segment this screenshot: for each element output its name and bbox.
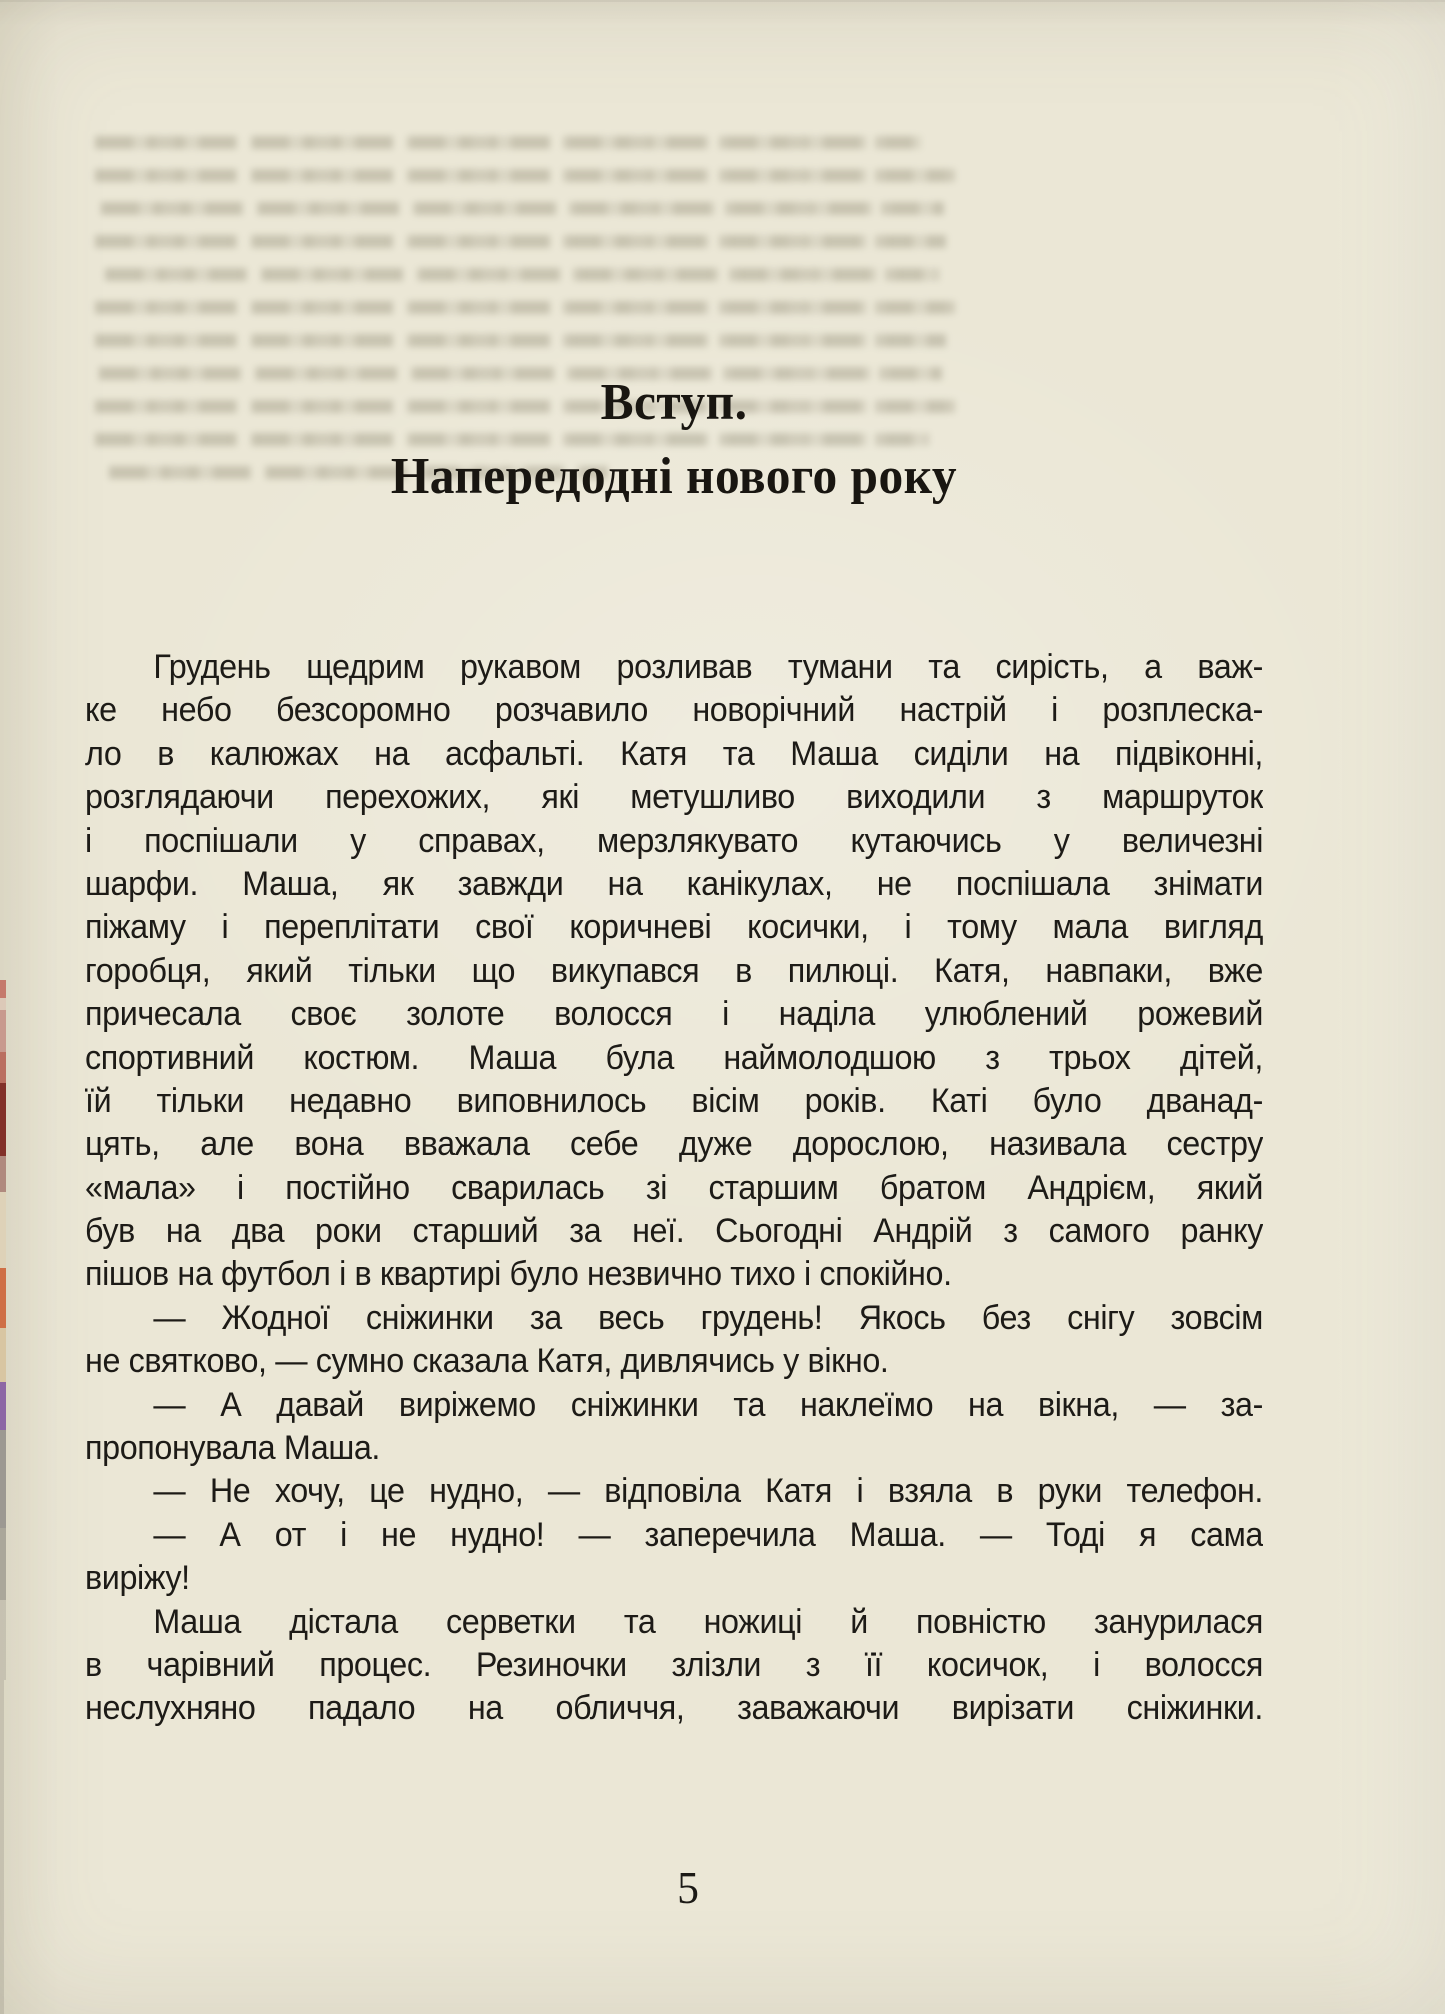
body-line: цять, але вона вважала себе дуже дорослою, називала сестру [85,1125,1263,1164]
body-line: причесала своє золоте волосся і наділа улюблений рожевий [85,995,1263,1034]
body-line: виріжу! [85,1559,190,1598]
body-line: неслухняно падало на обличчя, заважаючи вирізати сніжинки. [85,1689,1263,1728]
show-through-line [95,235,946,248]
show-through-line [101,202,944,215]
body-line: — Жодної сніжинки за весь грудень! Якось без снігу зовсім [153,1298,1263,1337]
show-through-line [95,169,955,182]
body-line: пішов на футбол і в квартирі було незвично тихо і спокійно. [85,1255,952,1294]
page-number: 5 [677,1862,699,1913]
body-line: розглядаючи перехожих, які метушливо виходили з маршруток [85,778,1263,817]
body-line: — А от і не нудно! — заперечила Маша. — Тоді я сама [153,1515,1263,1554]
show-through-line [95,301,955,314]
body-line: був на два роки старший за неї. Сьогодні Андрій з самого ранку [85,1212,1263,1251]
body-text [85,646,1263,1731]
scan-edge-strip-lower [0,1680,4,2014]
body-line: і поспішали у справах, мерзлякувато кутаючись у величезні [85,821,1263,860]
show-through-line [95,334,946,347]
chapter-title-line-1: Вступ. [600,374,748,431]
body-line: горобця, який тільки що викупався в пилюці. Катя, навпаки, вже [85,951,1263,990]
scan-edge-strip [0,980,6,1680]
show-through-line [105,268,939,281]
body-line: не святково, — сумно сказала Катя, дивлячись у вікно. [85,1342,889,1381]
body-line: ло в калюжах на асфальті. Катя та Маша сиділи на підвіконні, [85,734,1263,773]
body-line: Грудень щедрим рукавом розливав тумани та сирість, а важ- [153,648,1263,686]
body-line: в чарівний процес. Резиночки злізли з її косичок, і волосся [85,1645,1263,1684]
body-line: — Не хочу, це нудно, — відповіла Катя і взяла в руки телефон. [153,1472,1263,1511]
chapter-title-line-2: Напередодні нового року [390,448,958,505]
body-line: «мала» і постійно сварилась зі старшим братом Андрієм, який [85,1168,1263,1207]
body-line: пропонувала Маша. [85,1429,381,1468]
show-through-line [95,136,921,149]
body-line: ке небо безсоромно розчавило новорічний настрій і розплеска- [85,691,1263,730]
body-line: їй тільки недавно виповнилось вісім років. Каті було дванад- [85,1081,1263,1120]
body-line: спортивний костюм. Маша була наймолодшою з трьох дітей, [85,1038,1263,1077]
body-line: шарфи. Маша, як завжди на канікулах, не поспішала знімати [85,864,1263,903]
body-line: Маша дістала серветки та ножиці й повністю занурилася [153,1602,1263,1641]
body-line: піжаму і переплітати свої коричневі косички, і тому мала вигляд [85,908,1263,947]
body-line: — А давай виріжемо сніжинки та наклеїмо на вікна, — за- [153,1385,1263,1424]
chapter-title [85,366,1263,514]
